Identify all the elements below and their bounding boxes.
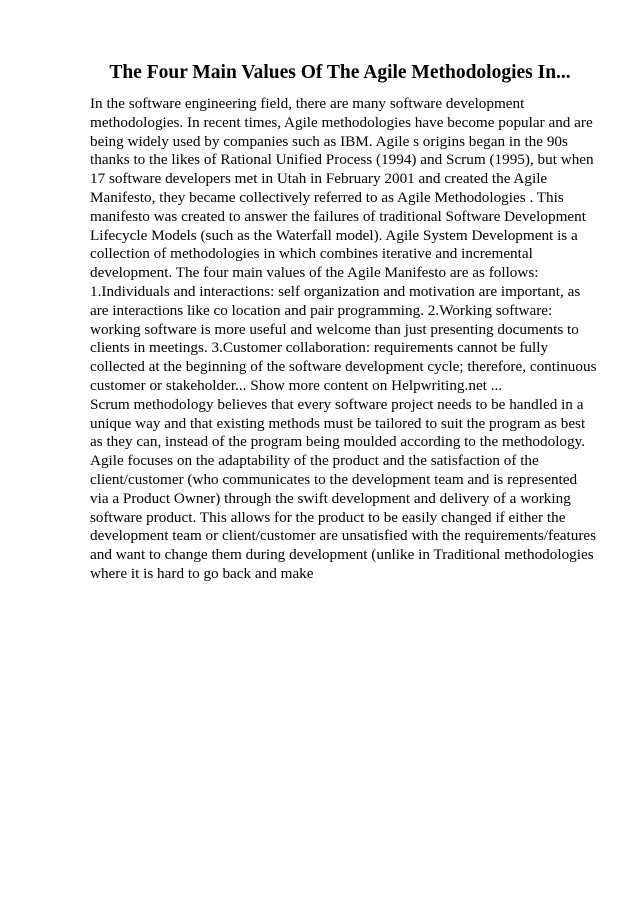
document-body: [90, 95, 598, 584]
document-title: The Four Main Values Of The Agile Methodologies In...: [109, 62, 571, 83]
paragraph-scrum: Scrum methodology believes that every software project needs to be handled in a unique way and that existing methods must be tailored to suit the program as best as they can, instead of the program being moulded according to the methodology. Agile focuses on the adaptability of the product and the satisfaction of the client/customer (who communicates to the development team and is represented via a Product Owner) through the swift development and delivery of a working software product. This allows for the product to be easily changed if either the development team or client/customer are unsatisfied with the requirements/features and want to change them during development (unlike in Traditional methodologies where it is hard to go back and make: [90, 395, 597, 582]
paragraph-intro: In the software engineering field, there are many software development methodologies. In recent times, Agile methodologies have become popular and are being widely used by companies such as IBM. Agile s origins began in the 90s thanks to the likes of Rational Unified Process (1994) and Scrum (1995), but when 17 software developers met in Utah in February 2001 and created the Agile Manifesto, they became collectively referred to as Agile Methodologies . This manifesto was created to answer the failures of traditional Software Development Lifecycle Models (such as the Waterfall model). Agile System Development is a collection of methodologies in which combines iterative and incremental development. The four main values of the Agile Manifesto are as follows: 1.Individuals and interactions: self organization and motivation are important, as are interactions like co location and pair programming. 2.Working software: working software is more useful and welcome than just presenting documents to clients in meetings. 3.Customer collaboration: requirements cannot be fully collected at the beginning of the software development cycle; therefore, continuous customer or stakeholder... Show more content on Helpwriting.net ...: [90, 95, 597, 394]
